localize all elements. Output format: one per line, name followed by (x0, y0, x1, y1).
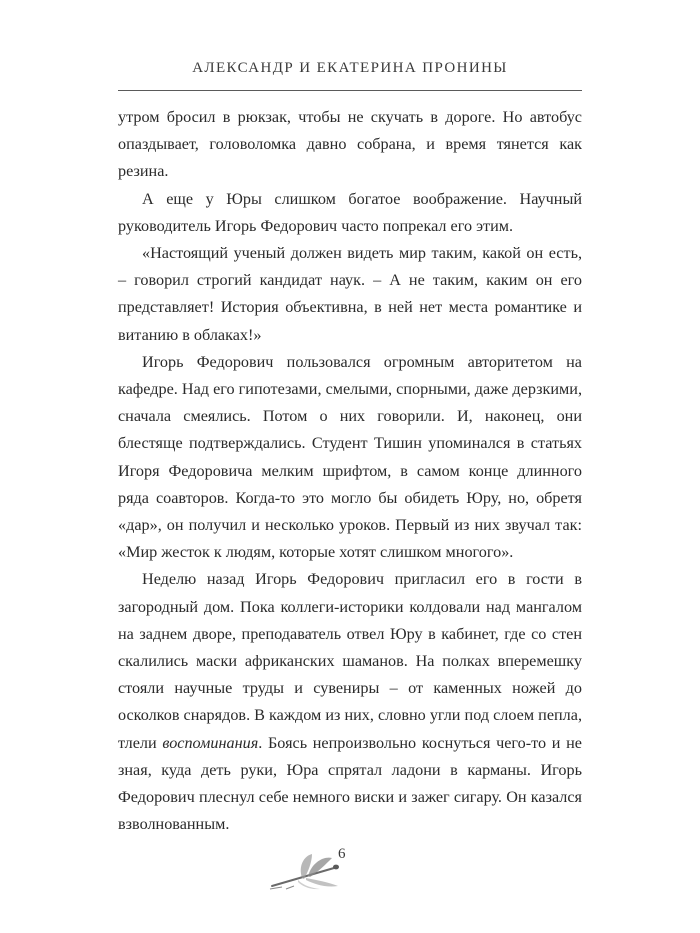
running-head-author: АЛЕКСАНДР И ЕКАТЕРИНА ПРОНИНЫ (192, 60, 508, 76)
page-number: 6 (338, 846, 346, 862)
paragraph-5-italic-word: воспоминания (162, 733, 259, 752)
paragraph-4: Игорь Федорович пользовался огромным авторитетом на кафедре. Над его гипотезами, смелыми, спорными, даже дерзкими, сначала смеялись. Потом о них говорили. И, наконец, они блестяще подтверждались. Студент Тишин упоминался в статьях Игоря Федоровича мелким шрифтом, в самом конце длинного ряда соавторов. Когда-то это могло бы обидеть Юру, но, обретя «дар», он получил и несколько уроков. Первый из них звучал так: «Мир жесток к людям, которые хотят слишком многого». (118, 352, 582, 562)
paragraph-1: утром бросил в рюкзак, чтобы не скучать в дороге. Но автобус опаздывает, головоломка давно собрана, и время тянется как резина. (118, 108, 582, 181)
paragraph-5-text-b: . Боясь непроизвольно коснуться чего-то и не зная, куда деть руки, Юра спрятал ладони в карманы. Игорь Федорович плеснул себе немного виски и зажег сигару. Он казался взволнованным. (118, 733, 582, 834)
dragonfly-ornament-icon (268, 846, 362, 890)
paragraph-5 (118, 566, 582, 838)
header-rule (118, 90, 582, 91)
paragraph-2: А еще у Юры слишком богатое воображение. Научный руководитель Игорь Федорович часто попрекал его этим. (118, 189, 582, 235)
paragraph-5-text-a: Неделю назад Игорь Федорович пригласил его в гости в загородный дом. Пока коллеги-историки колдовали над мангалом на заднем дворе, преподаватель отвел Юру в кабинет, где со стен скалились маски африканских шаманов. На полках вперемешку стояли научные труды и сувениры – от каменных ножей до осколков снарядов. В каждом из них, словно угли под слоем пепла, тлели (118, 570, 582, 752)
paragraph-3-quote: «Настоящий ученый должен видеть мир таким, какой он есть, – говорил строгий кандидат наук. – А не таким, каким он его представляет! История объективна, в ней нет места романтике и витанию в облаках!» (118, 244, 582, 344)
body-text (118, 104, 582, 838)
